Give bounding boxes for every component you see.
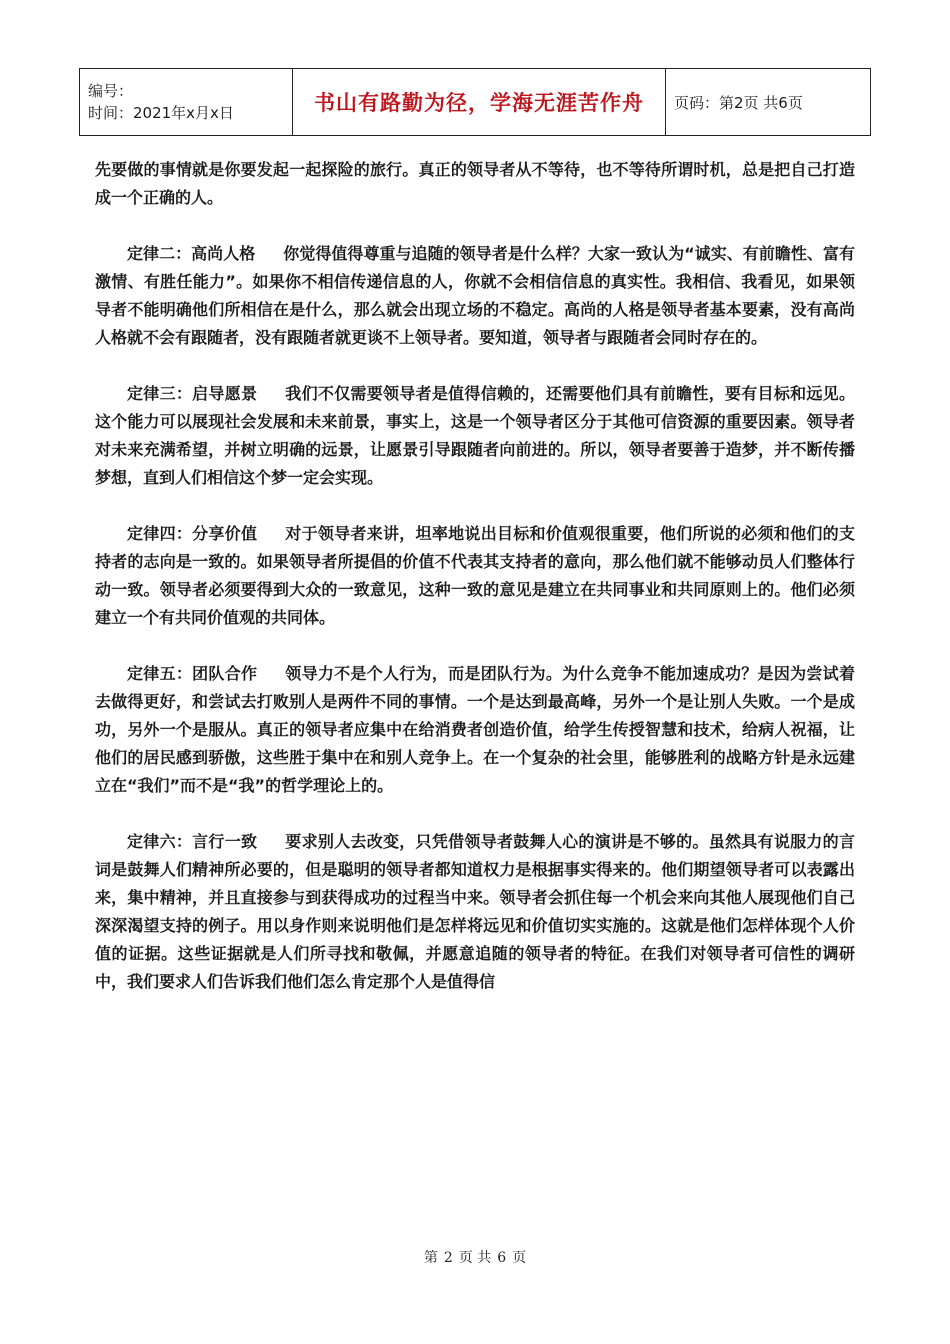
paragraph-continuation <box>95 156 855 212</box>
serial-label: 编号： <box>88 82 134 100</box>
paragraph-text: 对于领导者来讲，坦率地说出目标和价值观很重要，他们所说的必须和他们的支持者的志向是一致的。如果领导者所提倡的价值不代表其支持者的意向，那么他们就不能够动员人们整体行动一致。领导者必须要得到大众的一致意见，这种一致的意见是建立在共同事业和共同原则上的。他们必须建立一个有共同价值观的共同体。 <box>95 524 855 627</box>
paragraph-rule-4 <box>95 520 855 632</box>
time-label: 时间：2021年x月x日 <box>88 104 234 122</box>
rule-title: 定律四：分享价值 <box>127 524 258 543</box>
page-info: 页码：第2页 共6页 <box>674 93 803 112</box>
header-meta-cell <box>80 69 293 136</box>
paragraph-rule-6 <box>95 828 855 996</box>
footer-prefix: 第 <box>423 1250 438 1266</box>
header-table <box>79 68 871 136</box>
motto-text: 书山有路勤为径，学海无涯苦作舟 <box>314 91 644 115</box>
document-body <box>95 156 855 1024</box>
paragraph-text: 先要做的事情就是你要发起一起探险的旅行。真正的领导者从不等待，也不等待所谓时机，总是把自己打造成一个正确的人。 <box>95 160 855 207</box>
header-row <box>80 69 871 136</box>
rule-title: 定律六：言行一致 <box>127 832 258 851</box>
paragraph-rule-5 <box>95 660 855 800</box>
page-footer <box>0 1247 950 1267</box>
header-page-cell <box>666 69 871 136</box>
rule-title: 定律五：团队合作 <box>127 664 258 683</box>
paragraph-rule-3 <box>95 380 855 492</box>
paragraph-text: 你觉得值得尊重与追随的领导者是什么样？大家一致认为“诚实、有前瞻性、富有激情、有胜任能力”。如果你不相信传递信息的人，你就不会相信信息的真实性。我相信、我看见，如果领导者不能明确他们所相信在是什么，那么就会出现立场的不稳定。高尚的人格是领导者基本要素，没有高尚人格就不会有跟随者，没有跟随者就更谈不上领导者。要知道，领导者与跟随者会同时存在的。 <box>95 244 855 347</box>
paragraph-text: 领导力不是个人行为，而是团队行为。为什么竞争不能加速成功？是因为尝试着去做得更好，和尝试去打败别人是两件不同的事情。一个是达到最高峰，另外一个是让别人失败。一个是成功，另外一个是服从。真正的领导者应集中在给消费者创造价值，给学生传授智慧和技术，给病人祝福，让他们的居民感到骄傲，这些胜于集中在和别人竞争上。在一个复杂的社会里，能够胜利的战略方针是永远建立在“我们”而不是“我”的哲学理论上的。 <box>95 664 855 795</box>
footer-page-number: 2 <box>443 1250 453 1266</box>
rule-title: 定律二：高尚人格 <box>127 244 256 263</box>
paragraph-text: 我们不仅需要领导者是值得信赖的，还需要他们具有前瞻性，要有目标和远见。这个能力可以展现社会发展和未来前景，事实上，这是一个领导者区分于其他可信资源的重要因素。领导者对未来充满希望，并树立明确的远景，让愿景引导跟随者向前进的。所以，领导者要善于造梦，并不断传播梦想，直到人们相信这个梦一定会实现。 <box>95 384 855 487</box>
header-motto-cell <box>293 69 666 136</box>
footer-total-pages: 6 <box>497 1250 507 1266</box>
paragraph-rule-2 <box>95 240 855 352</box>
paragraph-text: 要求别人去改变，只凭借领导者鼓舞人心的演讲是不够的。虽然具有说服力的言词是鼓舞人们精神所必要的，但是聪明的领导者都知道权力是根据事实得来的。他们期望领导者可以表露出来，集中精神，并且直接参与到获得成功的过程当中来。领导者会抓住每一个机会来向其他人展现他们自己深深渴望支持的例子。用以身作则来说明他们是怎样将远见和价值切实实施的。这就是他们怎样体现个人价值的证据。这些证据就是人们所寻找和敬佩，并愿意追随的领导者的特征。在我们对领导者可信性的调研中，我们要求人们告诉我们他们怎么肯定那个人是值得信 <box>95 832 855 991</box>
rule-title: 定律三：启导愿景 <box>127 384 258 403</box>
footer-suffix: 页 <box>512 1250 527 1266</box>
footer-mid: 页 共 <box>458 1250 492 1266</box>
